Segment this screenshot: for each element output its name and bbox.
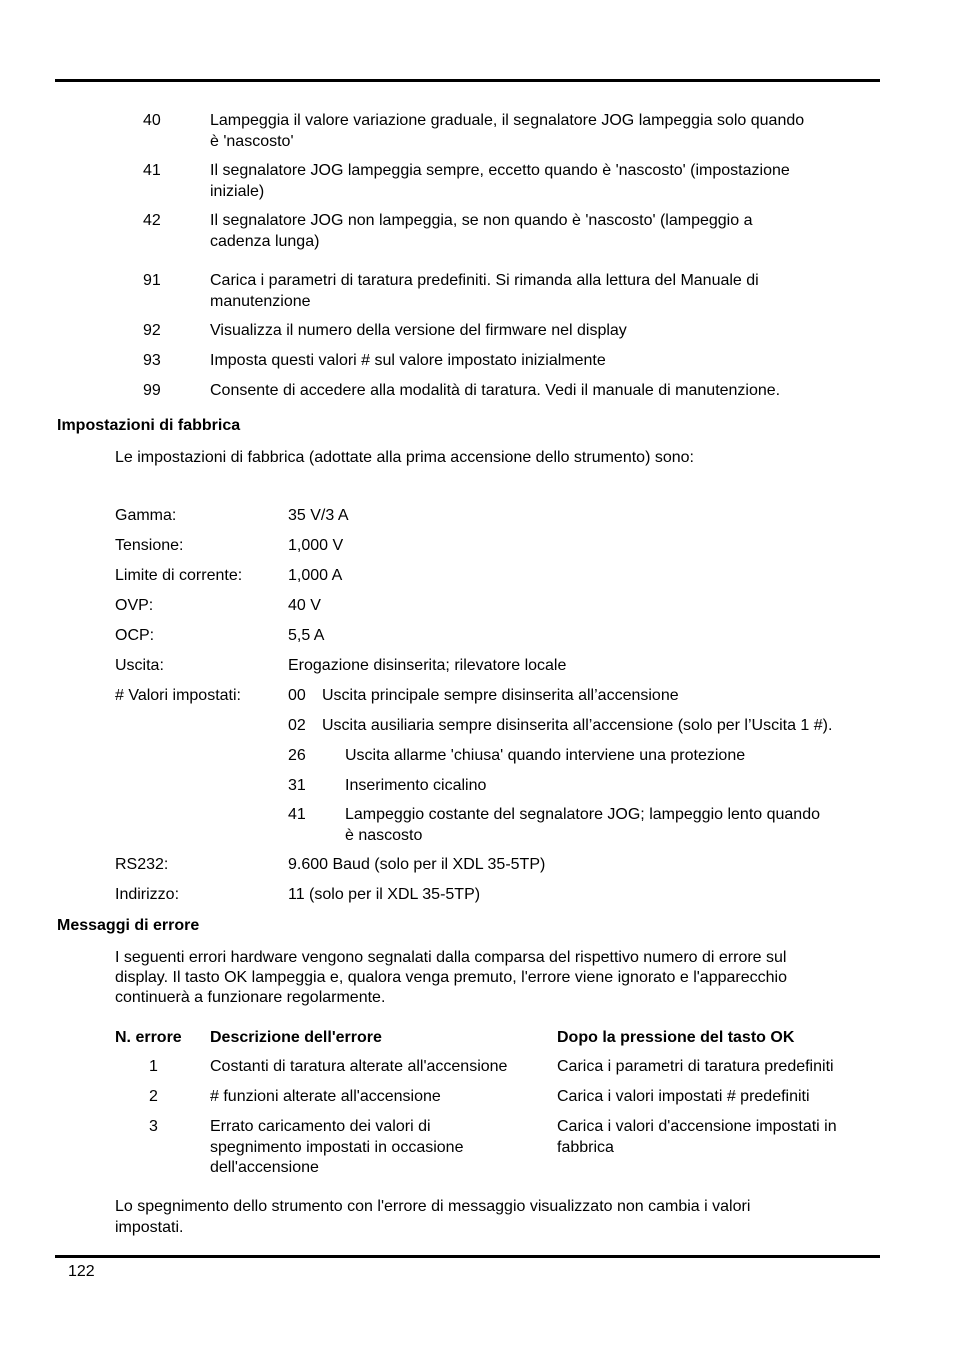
hash-num: 00 bbox=[288, 687, 306, 704]
errors-header-num: N. errore bbox=[115, 1029, 182, 1046]
setting-text: Lampeggia il valore variazione graduale, il segnalatore JOG lampeggia solo quando è 'nascosto' bbox=[210, 112, 805, 150]
factory-label: Tensione: bbox=[115, 537, 184, 554]
factory-value: 5,5 A bbox=[288, 627, 325, 644]
hash-text: Uscita principale sempre disinserita all’accensione bbox=[322, 687, 679, 704]
hash-num: 31 bbox=[288, 777, 306, 794]
address-label: Indirizzo: bbox=[115, 886, 180, 903]
rs232-label: RS232: bbox=[115, 856, 169, 873]
factory-label: OVP: bbox=[115, 597, 154, 614]
hash-num: 26 bbox=[288, 747, 306, 764]
error-desc: # funzioni alterate all'accensione bbox=[210, 1088, 441, 1105]
factory-label: Uscita: bbox=[115, 657, 164, 674]
errors-header-action: Dopo la pressione del tasto OK bbox=[557, 1029, 795, 1046]
setting-num: 42 bbox=[143, 212, 161, 229]
error-action: Carica i parametri di taratura predefiniti bbox=[557, 1058, 834, 1075]
setting-text: Carica i parametri di taratura predefiniti. Si rimanda alla lettura del Manuale di manutenzione bbox=[210, 272, 759, 310]
hash-num: 41 bbox=[288, 806, 306, 823]
factory-label: # Valori impostati: bbox=[115, 687, 241, 704]
hash-text: Uscita ausiliaria sempre disinserita all’accensione (solo per l’Uscita 1 #). bbox=[322, 717, 833, 734]
error-action: Carica i valori d'accensione impostati in fabbrica bbox=[557, 1118, 837, 1156]
hash-text: Lampeggio costante del segnalatore JOG; lampeggio lento quando è nascosto bbox=[345, 806, 820, 844]
errors-header-desc: Descrizione dell'errore bbox=[210, 1029, 382, 1046]
error-desc: Costanti di taratura alterate all'accensione bbox=[210, 1058, 508, 1075]
factory-value: 1,000 A bbox=[288, 567, 343, 584]
setting-text: Il segnalatore JOG lampeggia sempre, eccetto quando è 'nascosto' (impostazione iniziale) bbox=[210, 162, 790, 200]
setting-text: Imposta questi valori # sul valore impostato inizialmente bbox=[210, 352, 606, 369]
rs232-value: 9.600 Baud (solo per il XDL 35-5TP) bbox=[288, 856, 546, 873]
error-num: 3 bbox=[149, 1118, 158, 1135]
setting-num: 41 bbox=[143, 162, 161, 179]
errors-intro: I seguenti errori hardware vengono segnalati dalla comparsa del rispettivo numero di errore sul display. Il tasto OK lampeggia e, qualora venga premuto, l'errore viene ignorato e l'apparecchio continuerà a funzionare regolarmente. bbox=[115, 949, 787, 1006]
factory-value: 40 V bbox=[288, 597, 321, 614]
factory-value: 1,000 V bbox=[288, 537, 344, 554]
factory-value: Erogazione disinserita; rilevatore locale bbox=[288, 657, 567, 674]
error-num: 1 bbox=[149, 1058, 158, 1075]
setting-text: Consente di accedere alla modalità di taratura. Vedi il manuale di manutenzione. bbox=[210, 382, 781, 399]
setting-num: 93 bbox=[143, 352, 161, 369]
setting-num: 40 bbox=[143, 112, 161, 129]
setting-num: 92 bbox=[143, 322, 161, 339]
factory-label: Limite di corrente: bbox=[115, 567, 243, 584]
factory-label: Gamma: bbox=[115, 507, 177, 524]
page-number: 122 bbox=[68, 1263, 95, 1280]
errors-closing: Lo spegnimento dello strumento con l'errore di messaggio visualizzato non cambia i valori impostati. bbox=[115, 1198, 751, 1236]
top-rule bbox=[55, 79, 880, 82]
address-value: 11 (solo per il XDL 35-5TP) bbox=[288, 886, 481, 903]
factory-label: OCP: bbox=[115, 627, 155, 644]
factory-heading: Impostazioni di fabbrica bbox=[57, 417, 241, 434]
hash-text: Inserimento cicalino bbox=[345, 777, 487, 794]
bottom-rule bbox=[55, 1255, 880, 1258]
error-num: 2 bbox=[149, 1088, 158, 1105]
hash-text: Uscita allarme 'chiusa' quando interviene una protezione bbox=[345, 747, 746, 764]
setting-text: Il segnalatore JOG non lampeggia, se non quando è 'nascosto' (lampeggio a cadenza lunga) bbox=[210, 212, 753, 250]
setting-num: 91 bbox=[143, 272, 161, 289]
setting-num: 99 bbox=[143, 382, 161, 399]
factory-value: 35 V/3 A bbox=[288, 507, 349, 524]
factory-intro: Le impostazioni di fabbrica (adottate alla prima accensione dello strumento) sono: bbox=[115, 449, 694, 466]
hash-num: 02 bbox=[288, 717, 306, 734]
setting-text: Visualizza il numero della versione del firmware nel display bbox=[210, 322, 627, 339]
error-action: Carica i valori impostati # predefiniti bbox=[557, 1088, 810, 1105]
errors-heading: Messaggi di errore bbox=[57, 917, 200, 934]
error-desc: Errato caricamento dei valori di spegnimento impostati in occasione dell'accensione bbox=[210, 1118, 464, 1176]
